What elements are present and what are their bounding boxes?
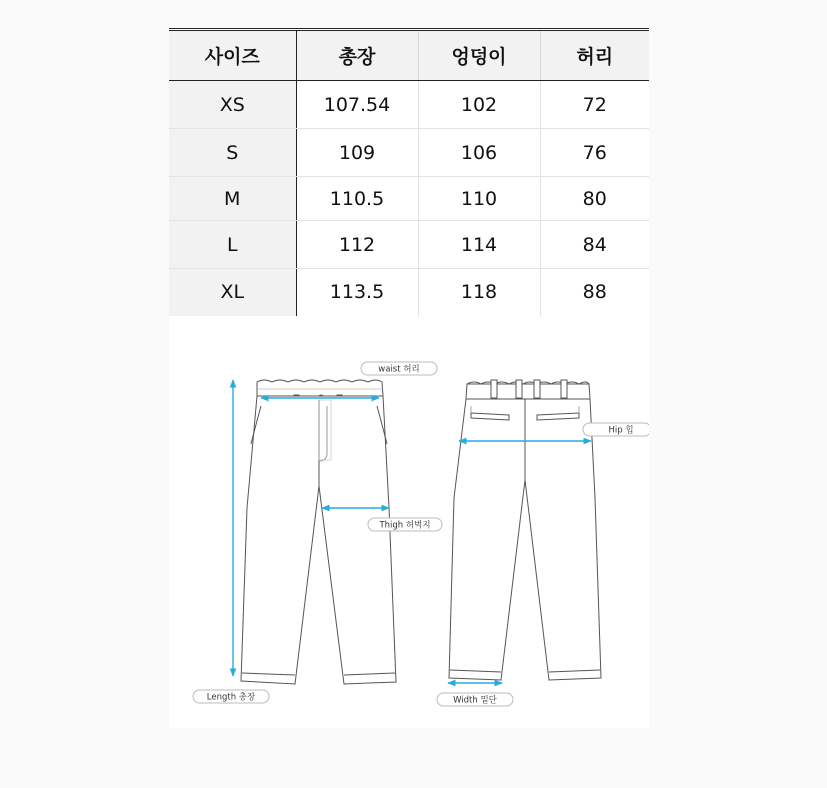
- cell-hip: 102: [418, 81, 540, 129]
- header-hip: 엉덩이: [418, 30, 540, 81]
- cell-waist: 76: [540, 129, 649, 177]
- cell-waist: 84: [540, 221, 649, 269]
- cell-size: S: [169, 129, 296, 177]
- thigh-label: Thigh 허벅지: [379, 520, 431, 531]
- header-waist: 허리: [540, 30, 649, 81]
- cell-hip: 106: [418, 129, 540, 177]
- pants-front-illustration: [241, 380, 396, 684]
- size-chart-sheet: [169, 28, 649, 728]
- cell-length: 110.5: [296, 177, 418, 221]
- hip-label: Hip 힙: [608, 425, 634, 436]
- length-label: Length 총장: [206, 692, 256, 703]
- header-size: 사이즈: [169, 30, 296, 81]
- cell-waist: 88: [540, 269, 649, 316]
- header-length: 총장: [296, 30, 418, 81]
- pants-back-illustration: [449, 380, 601, 680]
- cell-size: L: [169, 221, 296, 269]
- cell-length: 109: [296, 129, 418, 177]
- width-label: Width 밑단: [453, 695, 497, 706]
- cell-size: XS: [169, 81, 296, 129]
- cell-length: 107.54: [296, 81, 418, 129]
- cell-hip: 114: [418, 221, 540, 269]
- cell-hip: 110: [418, 177, 540, 221]
- pants-measurement-diagram: [169, 28, 649, 728]
- cell-size: M: [169, 177, 296, 221]
- cell-length: 112: [296, 221, 418, 269]
- cell-waist: 80: [540, 177, 649, 221]
- cell-hip: 118: [418, 269, 540, 316]
- waist-label: waist 허리: [378, 364, 420, 375]
- cell-size: XL: [169, 269, 296, 316]
- cell-length: 113.5: [296, 269, 418, 316]
- cell-waist: 72: [540, 81, 649, 129]
